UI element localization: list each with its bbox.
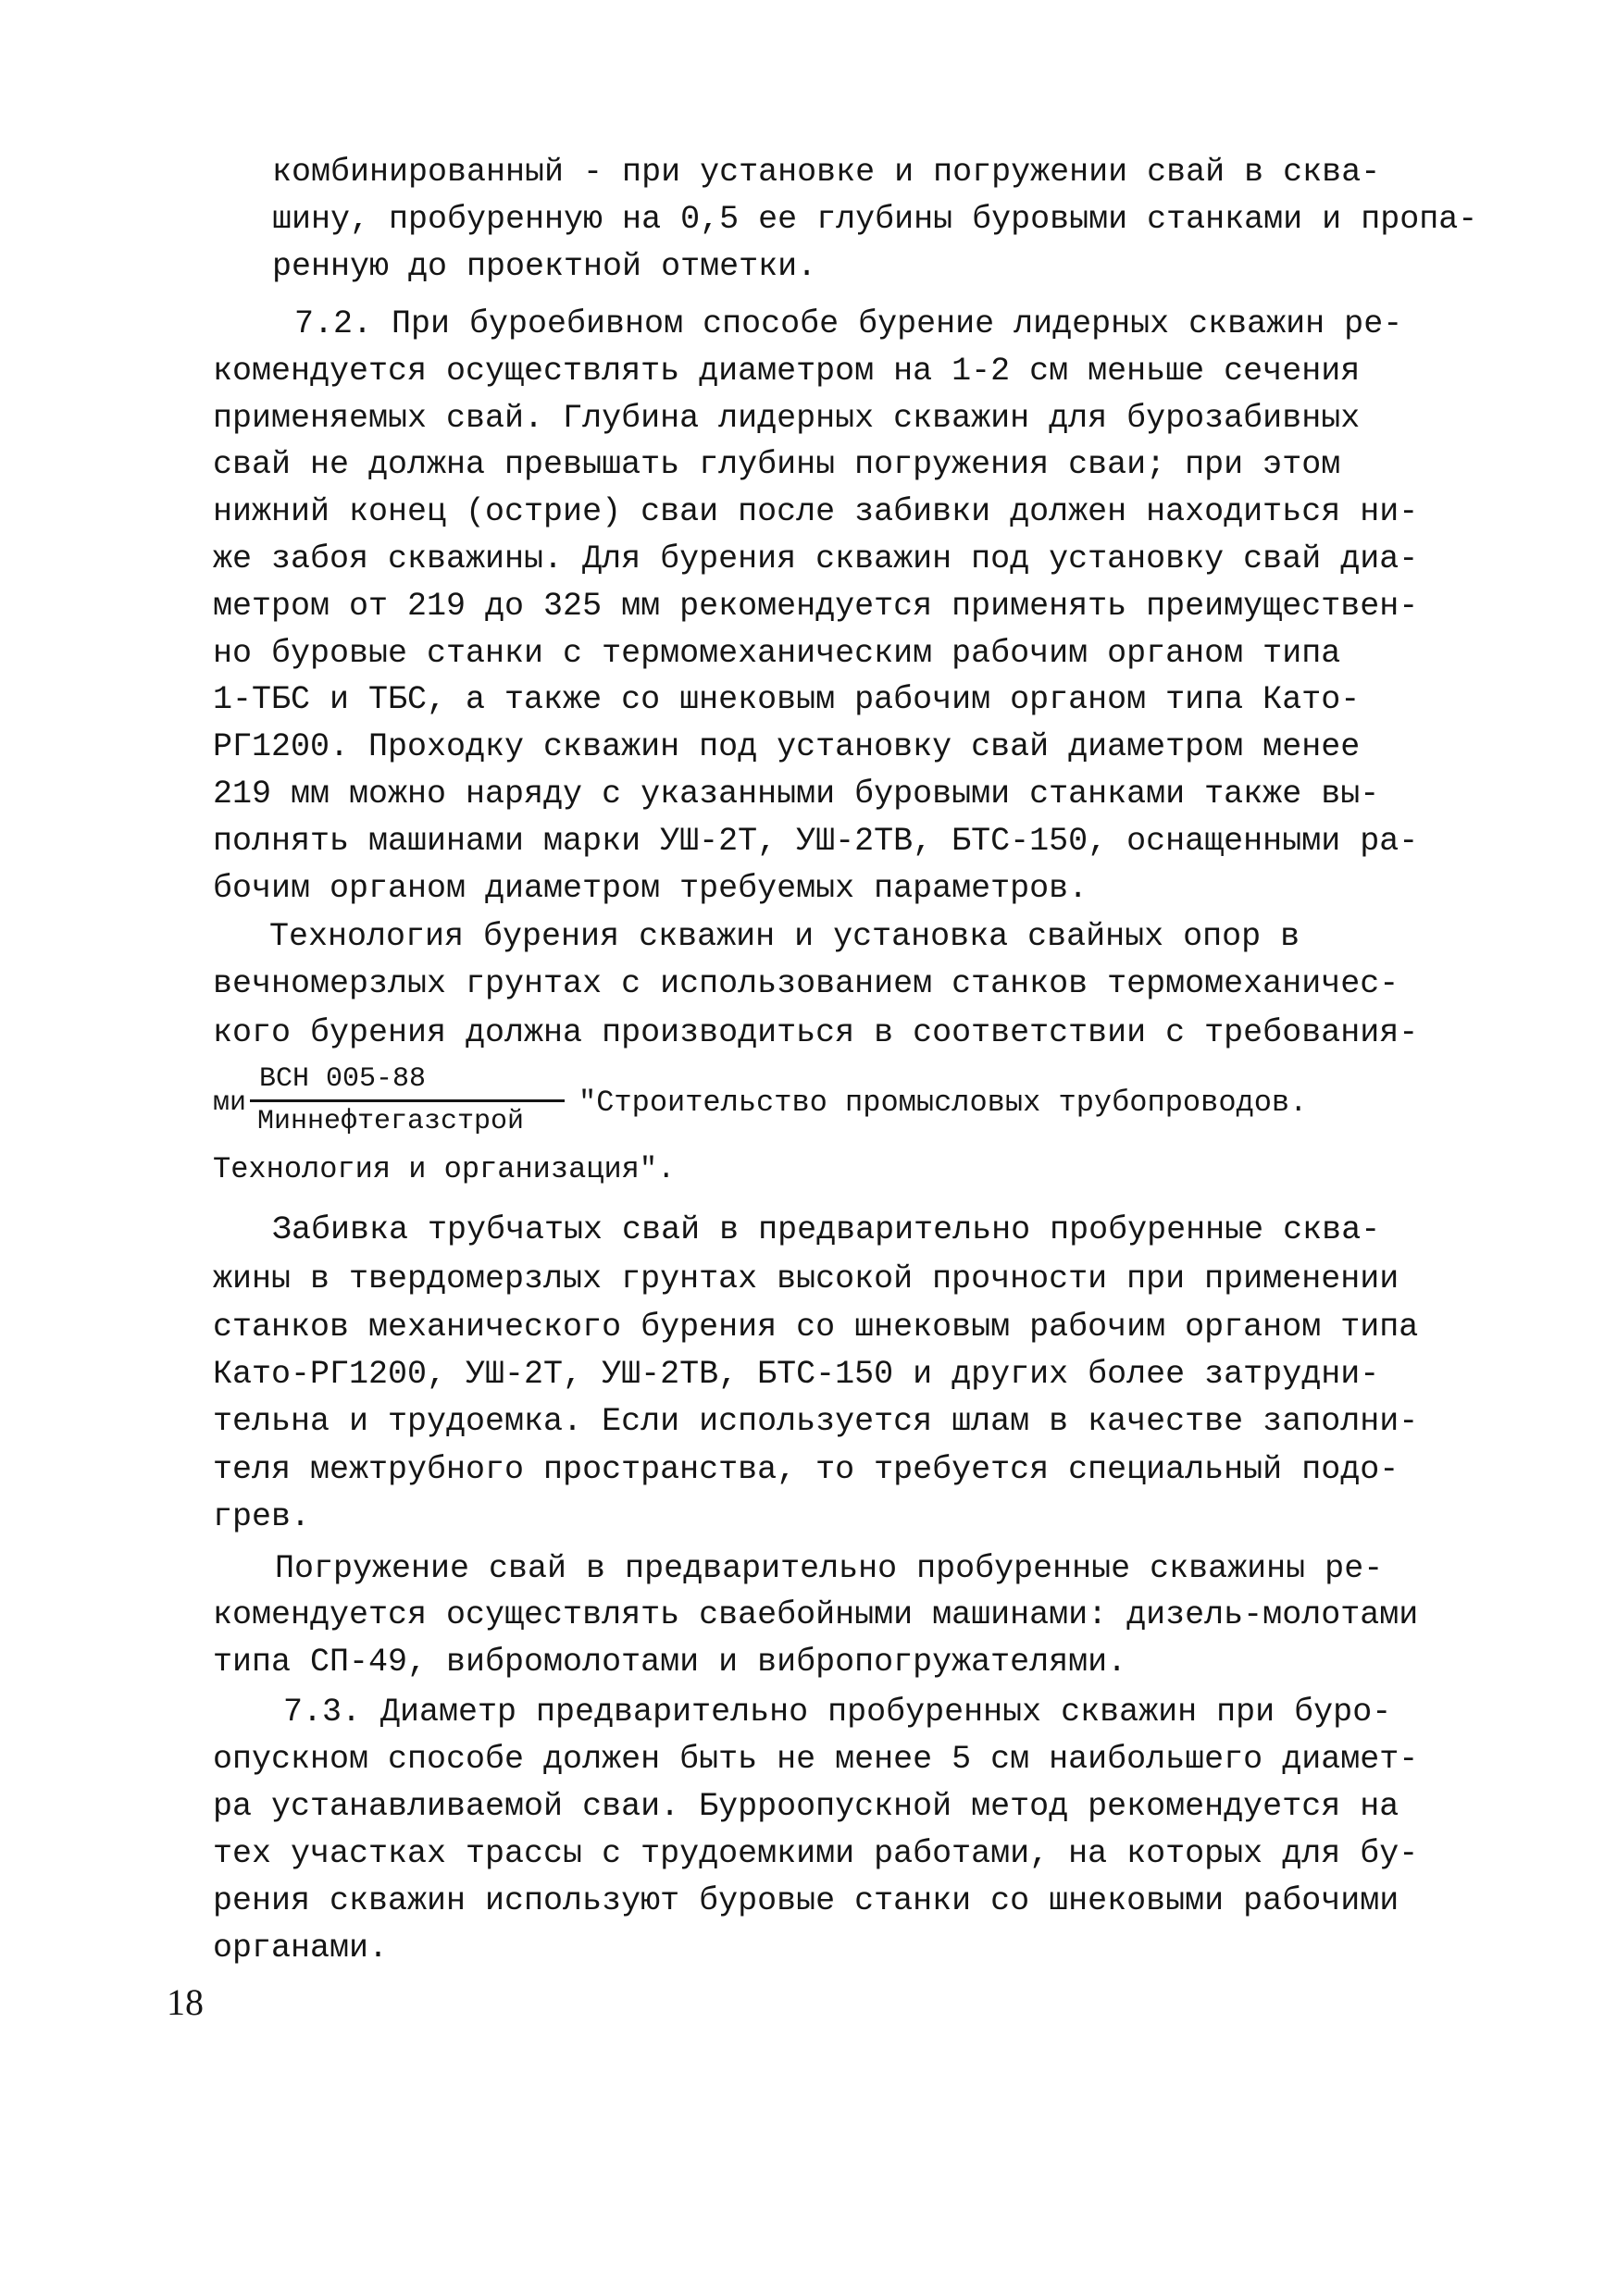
text-line: Технология бурения скважин и установка свайных опор в [269, 918, 1300, 955]
text-line: комбинированный - при установке и погружении свай в сква- [272, 154, 1381, 191]
text-line: 7.3. Диаметр предварительно пробуренных скважин при буро- [283, 1694, 1392, 1731]
text-line: тельна и трудоемка. Если используется шлам в качестве заполни- [213, 1403, 1419, 1440]
text-line: 1-ТБС и ТБС, а также со шнековым рабочим органом типа Като- [213, 681, 1361, 718]
text-line: шину, пробуренную на 0,5 ее глубины буровыми станками и пропа- [272, 201, 1478, 238]
text-line: но буровые станки с термомеханическим рабочим органом типа [213, 635, 1341, 672]
text-line: ра устанавливаемой сваи. Бурроопускной метод рекомендуется на [213, 1788, 1399, 1825]
text-line: станков механического бурения со шнековым рабочим органом типа [213, 1309, 1419, 1346]
text-line: грев. [213, 1498, 311, 1535]
text-line: метром от 219 до 325 мм рекомендуется применять преимуществен- [213, 588, 1419, 625]
text-line: 219 мм можно наряду с указанными буровыми станками также вы- [213, 776, 1380, 813]
text-line: жины в твердомерзлых грунтах высокой прочности при применении [213, 1260, 1399, 1297]
text-line: свай не должна превышать глубины погружения сваи; при этом [213, 446, 1341, 483]
text-line: ренную до проектной отметки. [272, 248, 817, 285]
text-line: комендуется осуществлять диаметром на 1-2 см меньше сечения [213, 353, 1361, 390]
text-line: теля межтрубного пространства, то требуется специальный подо- [213, 1451, 1399, 1488]
text-line: тех участках трассы с трудоемкими работами, на которых для бу- [213, 1835, 1419, 1872]
text-line: бочим органом диаметром требуемых параметров. [213, 870, 1088, 907]
text-line: 7.2. При буроебивном способе бурение лидерных скважин ре- [294, 305, 1403, 342]
fraction-bar [250, 1099, 565, 1102]
text-line: Погружение свай в предварительно пробуренные скважины ре- [275, 1550, 1384, 1587]
text-line: Забивка трубчатых свай в предварительно пробуренные сква- [272, 1211, 1381, 1248]
text-line: органами. [213, 1930, 389, 1967]
text-line: ми [213, 1087, 247, 1119]
fraction-numerator: ВСН 005-88 [259, 1063, 427, 1095]
text-line: применяемых свай. Глубина лидерных скважин для бурозабивных [213, 400, 1361, 437]
text-line: типа СП-49, вибромолотами и вибропогружателями. [213, 1644, 1127, 1681]
standard-reference-fraction [250, 1061, 565, 1142]
text-line: комендуется осуществлять сваебойными машинами: дизель-молотами [213, 1596, 1419, 1633]
text-line: опускном способе должен быть не менее 5 см наибольшего диамет- [213, 1741, 1419, 1778]
text-line: кого бурения должна производиться в соответствии с требования- [213, 1014, 1419, 1051]
text-line: же забоя скважины. Для бурения скважин под установку свай диа- [213, 540, 1419, 577]
text-line: Като-РГ1200, УШ-2Т, УШ-2ТВ, БТС-150 и других более затрудни- [213, 1356, 1380, 1393]
fraction-denominator: Миннефтегазстрой [257, 1106, 525, 1137]
page-number: 18 [167, 1981, 204, 2023]
text-line: РГ1200. Проходку скважин под установку свай диаметром менее [213, 728, 1361, 765]
text-line: полнять машинами марки УШ-2Т, УШ-2ТВ, БТС-150, оснащенными ра- [213, 823, 1419, 860]
text-line: рения скважин используют буровые станки со шнековыми рабочими [213, 1882, 1399, 1919]
text-line: "Строительство промысловых трубопроводов. [578, 1086, 1308, 1120]
text-line: нижний конец (острие) сваи после забивки должен находиться ни- [213, 493, 1419, 530]
text-line: Технология и организация". [213, 1152, 676, 1186]
text-line: вечномерзлых грунтах с использованием станков термомеханичес- [213, 965, 1399, 1002]
